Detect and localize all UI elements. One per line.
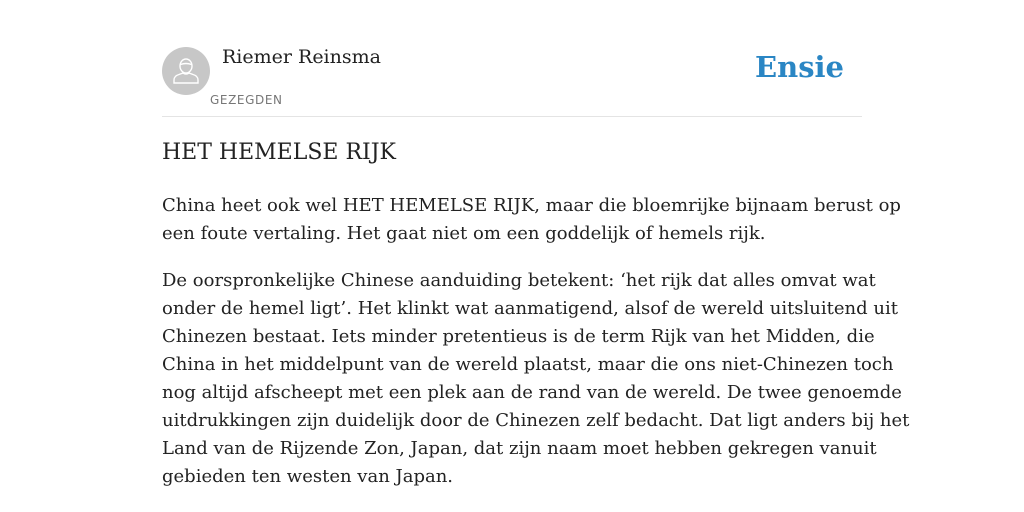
ensie-logo[interactable]: Ensie: [755, 50, 844, 84]
paragraph-line: gebieden ten westen van Japan.: [162, 466, 454, 487]
category-label[interactable]: GEZEGDEN: [210, 93, 283, 107]
paragraph-2: [162, 267, 910, 491]
paragraph-line: uitdrukkingen zijn duidelijk door de Chinezen zelf bedacht. Dat ligt anders bij het: [162, 410, 910, 431]
paragraph-line: een foute vertaling. Het gaat niet om een goddelijk of hemels rijk.: [162, 223, 766, 244]
article-header: [162, 0, 862, 117]
paragraph-line: China heet ook wel HET HEMELSE RIJK, maar die bloemrijke bijnaam berust op: [162, 195, 901, 216]
paragraph-line: Chinezen bestaat. Iets minder pretentieus is de term Rijk van het Midden, die: [162, 326, 875, 347]
article-body: [162, 192, 910, 510]
paragraph-line: Land van de Rijzende Zon, Japan, dat zijn naam moet hebben gekregen vanuit: [162, 438, 877, 459]
author-name[interactable]: Riemer Reinsma: [222, 46, 381, 68]
paragraph-line: onder de hemel ligt’. Het klinkt wat aanmatigend, alsof de wereld uitsluitend uit: [162, 298, 898, 319]
page-title: HET HEMELSE RIJK: [162, 140, 396, 165]
paragraph-1: [162, 192, 901, 248]
avatar[interactable]: [162, 47, 210, 95]
paragraph-line: De oorspronkelijke Chinese aanduiding betekent: ‘het rijk dat alles omvat wat: [162, 270, 876, 291]
paragraph-line: China in het middelpunt van de wereld plaatst, maar die ons niet-Chinezen toch: [162, 354, 894, 375]
user-placeholder-icon: [162, 47, 210, 95]
paragraph-line: nog altijd afscheept met een plek aan de rand van de wereld. De twee genoemde: [162, 382, 902, 403]
